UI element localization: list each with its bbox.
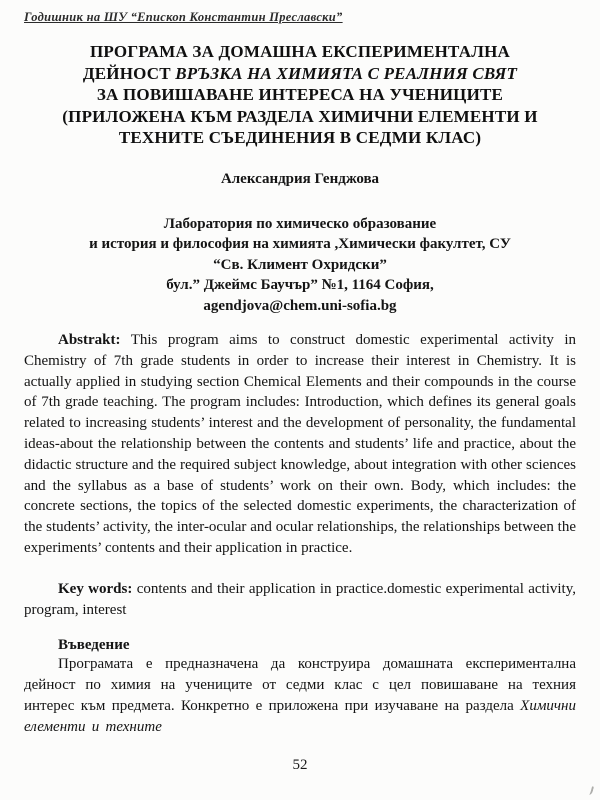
title-line-5: ТЕХНИТЕ СЪЕДИНЕНИЯ В СЕДМИ КЛАС): [118, 128, 482, 147]
author-name: Александрия Генджова: [220, 170, 380, 187]
affiliation-line-4: бул.” Джеймс Баучър” №1, 1164 София,: [166, 277, 434, 293]
keywords-label: Key words:: [58, 580, 133, 597]
abstract-paragraph: [24, 330, 576, 559]
affiliation-line-1: Лаборатория по химическо образование: [163, 215, 437, 232]
abstract-label: Abstrakt:: [58, 332, 121, 348]
article-title: [24, 41, 576, 149]
title-line-3: ЗА ПОВИШАВАНЕ ИНТЕРЕСА НА УЧЕНИЦИТЕ: [96, 85, 504, 104]
introduction-paragraph: [24, 654, 576, 737]
affiliation-line-2: и история и философия на химията ,Химически факултет, СУ: [89, 236, 511, 252]
keywords-paragraph: [24, 579, 576, 621]
affiliation-line-3: “Св. Климент Охридски”: [213, 256, 387, 273]
running-header: Годишник на ШУ “Епископ Константин Преславски”: [24, 10, 343, 24]
title-line-2-normal: ДЕЙНОСТ: [82, 63, 176, 83]
author-email: agendjova@chem.uni-sofia.bg: [203, 297, 397, 314]
title-line-4: (ПРИЛОЖЕНА КЪМ РАЗДЕЛА ХИМИЧНИ ЕЛЕМЕНТИ И: [62, 106, 538, 126]
introduction-text-italic: Химични елементи и техните: [24, 697, 576, 735]
introduction-text-normal: Програмата е предназначена да конструира домашната експериментална дейност по химия на учениците от седми клас с цел повишаване на техния интерес към предмета. Конкретно е приложена при изучаване на раздела: [24, 656, 576, 714]
title-line-2-italic: ВРЪЗКА НА ХИМИЯТА С РЕАЛНИЯ СВЯТ: [175, 63, 518, 83]
scan-artifact-mark: [587, 786, 594, 796]
keywords-text: contents and their application in practice.domestic experimental activity, program, interest: [24, 580, 576, 618]
abstract-text: This program aims to construct domestic experimental activity in Chemistry of 7th grade students in order to increase their interest in Chemistry. It is actually applied in studying section Chemical Elements and their compounds in the course of 7th grade teaching. The program includes: Introduction, which defines its general goals related to increasing students’ interest and the development of personality, the fundamental ideas-about the relationship between the contents and students’ life and practice, about the didactic structure and the required subject knowledge, about integration with other sciences and the syllabus as a base of students’ work on their own. Body, which includes: the concrete sections, the topics of the selected domestic experiments, the characterization of the students’ activity, the inter-ocular and ocular relationships, the relationships between the experiments’ contents and their application in practice.: [24, 332, 576, 556]
introduction-heading: Въведение: [58, 637, 130, 654]
title-line-1: ПРОГРАМА ЗА ДОМАШНА ЕКСПЕРИМЕНТАЛНА: [90, 42, 510, 61]
affiliation-block: [24, 214, 576, 317]
page-number: 52: [292, 757, 308, 773]
